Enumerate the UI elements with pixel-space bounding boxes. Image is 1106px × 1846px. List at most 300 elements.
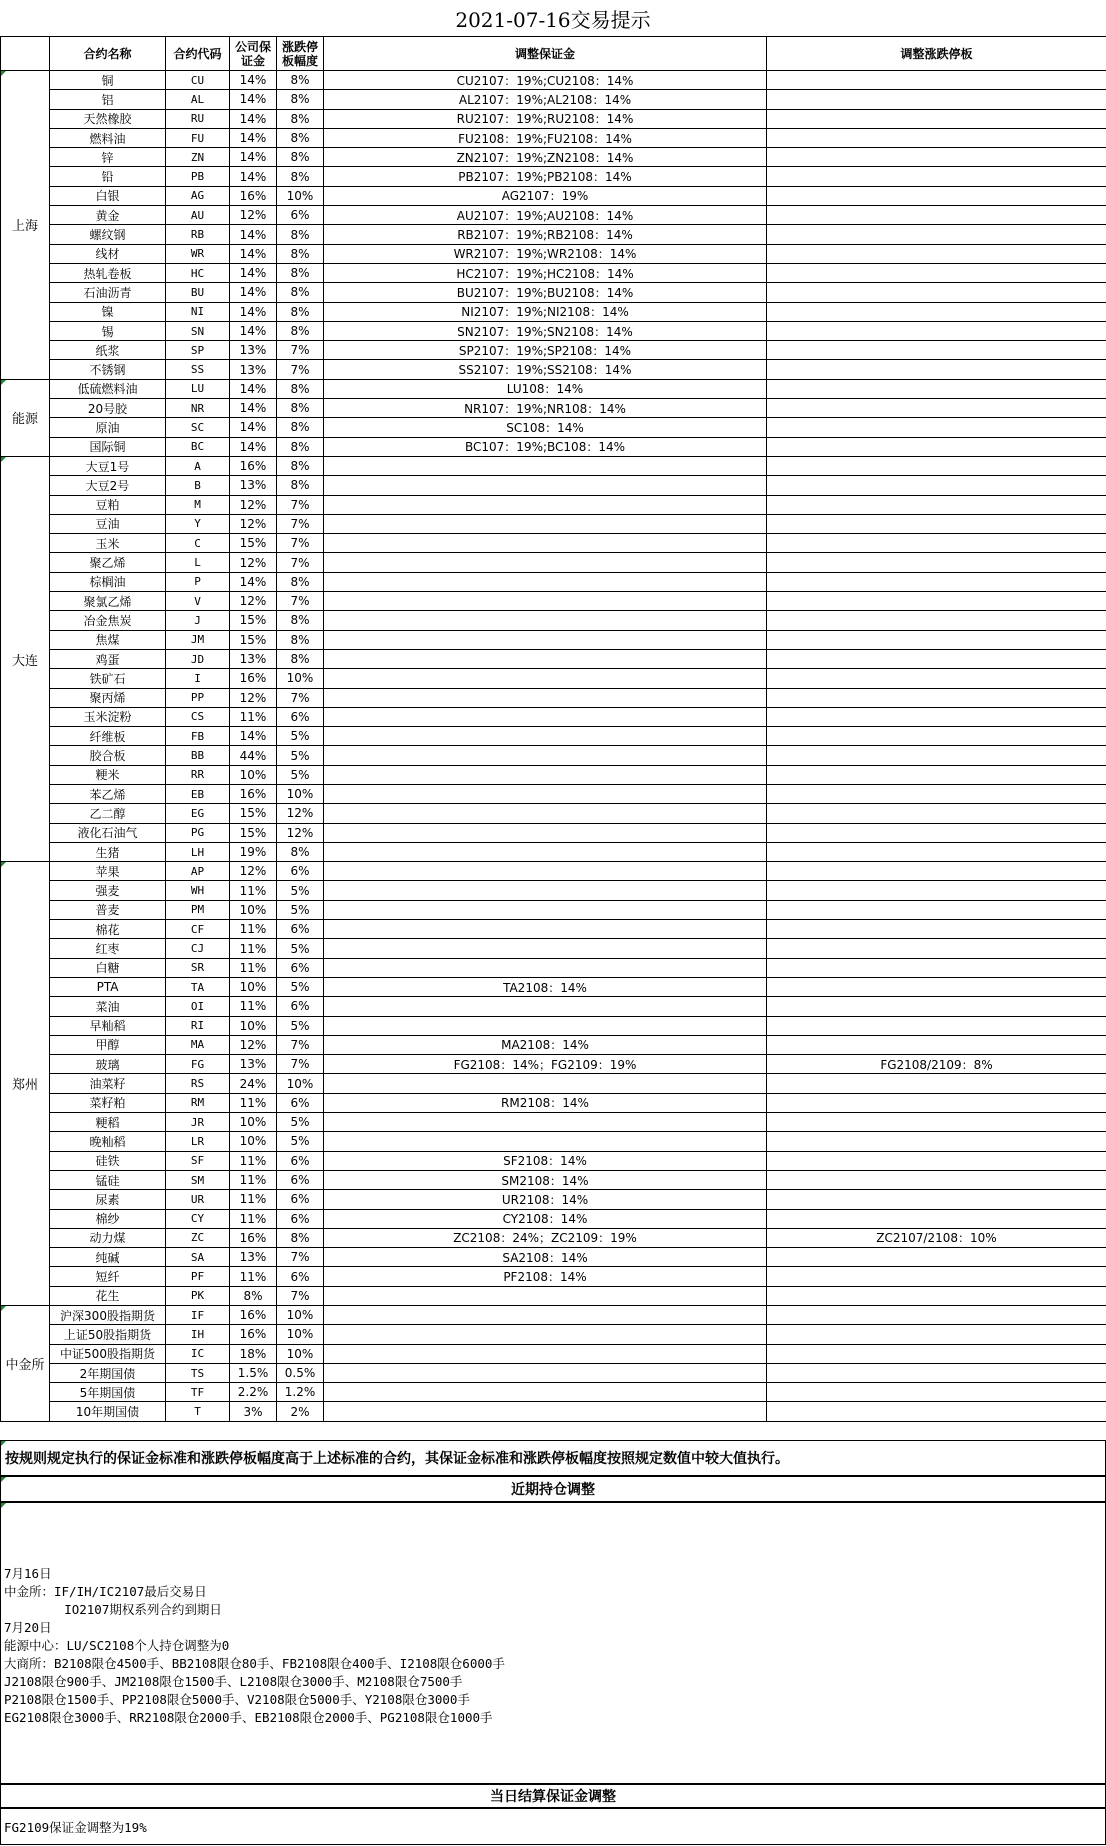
company-margin-cell: 10% bbox=[230, 1113, 277, 1132]
adjusted-limit-cell bbox=[767, 842, 1106, 861]
contract-name-cell: 沪深300股指期货 bbox=[50, 1306, 166, 1325]
table-row bbox=[1, 920, 1106, 939]
contract-code-cell: BB bbox=[166, 746, 230, 765]
company-margin-cell: 16% bbox=[230, 456, 277, 475]
adjusted-limit-cell bbox=[767, 727, 1106, 746]
company-margin-cell: 14% bbox=[230, 727, 277, 746]
recent-line: 7月20日 bbox=[4, 1620, 52, 1635]
company-margin-cell: 13% bbox=[230, 1055, 277, 1074]
company-margin-cell: 10% bbox=[230, 900, 277, 919]
adjusted-limit-cell bbox=[767, 572, 1106, 591]
company-margin-cell: 11% bbox=[230, 707, 277, 726]
adjusted-limit-cell bbox=[767, 476, 1106, 495]
price-limit-cell: 8% bbox=[277, 263, 324, 282]
price-limit-cell: 7% bbox=[277, 514, 324, 533]
adjusted-limit-cell bbox=[767, 399, 1106, 418]
adjusted-limit-cell bbox=[767, 707, 1106, 726]
adjusted-margin-cell bbox=[324, 1325, 767, 1344]
contract-code-cell: PF bbox=[166, 1267, 230, 1286]
region-label: 大连 bbox=[12, 654, 38, 669]
adjusted-limit-cell bbox=[767, 958, 1106, 977]
adjusted-limit-cell bbox=[767, 71, 1106, 90]
price-limit-cell: 8% bbox=[277, 456, 324, 475]
table-row bbox=[1, 765, 1106, 784]
contract-name-cell: 纯碱 bbox=[50, 1248, 166, 1267]
adjusted-limit-cell bbox=[767, 1363, 1106, 1382]
contract-name-cell: PTA bbox=[50, 977, 166, 996]
adjusted-limit-cell bbox=[767, 997, 1106, 1016]
company-margin-cell: 15% bbox=[230, 804, 277, 823]
adjusted-margin-cell: BU2107：19%;BU2108：14% bbox=[324, 283, 767, 302]
company-margin-cell: 11% bbox=[230, 920, 277, 939]
adjusted-margin-cell bbox=[324, 1113, 767, 1132]
company-margin-cell: 16% bbox=[230, 669, 277, 688]
company-margin-cell: 13% bbox=[230, 360, 277, 379]
contract-name-cell: 10年期国债 bbox=[50, 1402, 166, 1421]
adjusted-limit-cell bbox=[767, 514, 1106, 533]
adjusted-limit-cell bbox=[767, 862, 1106, 881]
table-row bbox=[1, 1132, 1106, 1151]
price-limit-cell: 8% bbox=[277, 148, 324, 167]
contract-code-cell: UR bbox=[166, 1190, 230, 1209]
table-row bbox=[1, 707, 1106, 726]
price-limit-cell: 7% bbox=[277, 1035, 324, 1054]
price-limit-cell: 10% bbox=[277, 1344, 324, 1363]
recent-title: 近期持仓调整 bbox=[0, 1476, 1106, 1502]
contract-code-cell: HC bbox=[166, 263, 230, 282]
contract-code-cell: SP bbox=[166, 341, 230, 360]
adjusted-margin-cell bbox=[324, 939, 767, 958]
adjusted-margin-cell bbox=[324, 727, 767, 746]
adjusted-limit-cell: ZC2107/2108：10% bbox=[767, 1228, 1106, 1247]
contract-code-cell: SM bbox=[166, 1170, 230, 1189]
adjusted-limit-cell: FG2108/2109：8% bbox=[767, 1055, 1106, 1074]
page-title: 2021-07-16交易提示 bbox=[0, 0, 1106, 36]
table-row bbox=[1, 862, 1106, 881]
company-margin-cell: 15% bbox=[230, 823, 277, 842]
table-row bbox=[1, 1344, 1106, 1363]
company-margin-cell: 14% bbox=[230, 167, 277, 186]
adjusted-margin-cell: SS2107：19%;SS2108：14% bbox=[324, 360, 767, 379]
table-row bbox=[1, 360, 1106, 379]
contract-name-cell: 冶金焦炭 bbox=[50, 611, 166, 630]
adjusted-margin-cell bbox=[324, 495, 767, 514]
adjusted-margin-cell bbox=[324, 1344, 767, 1363]
table-row bbox=[1, 1055, 1106, 1074]
company-margin-cell: 11% bbox=[230, 881, 277, 900]
company-margin-cell: 16% bbox=[230, 1228, 277, 1247]
price-limit-cell: 10% bbox=[277, 669, 324, 688]
region-label: 能源 bbox=[12, 412, 38, 427]
adjusted-limit-cell bbox=[767, 495, 1106, 514]
contract-name-cell: 白糖 bbox=[50, 958, 166, 977]
contract-name-cell: 锰硅 bbox=[50, 1170, 166, 1189]
adjusted-margin-cell: PB2107：19%;PB2108：14% bbox=[324, 167, 767, 186]
adjusted-limit-cell bbox=[767, 244, 1106, 263]
table-row bbox=[1, 263, 1106, 282]
contract-code-cell: Y bbox=[166, 514, 230, 533]
contract-code-cell: PG bbox=[166, 823, 230, 842]
corner-mark bbox=[1, 457, 6, 462]
table-row bbox=[1, 977, 1106, 996]
contract-name-cell: 锡 bbox=[50, 321, 166, 340]
table-row bbox=[1, 71, 1106, 90]
contract-code-cell: BC bbox=[166, 437, 230, 456]
company-margin-cell: 11% bbox=[230, 939, 277, 958]
price-limit-cell: 6% bbox=[277, 1209, 324, 1228]
price-limit-cell: 8% bbox=[277, 418, 324, 437]
adjusted-limit-cell bbox=[767, 206, 1106, 225]
contract-code-cell: RB bbox=[166, 225, 230, 244]
adjusted-margin-cell: BC107：19%;BC108：14% bbox=[324, 437, 767, 456]
adjusted-limit-cell bbox=[767, 804, 1106, 823]
company-margin-cell: 13% bbox=[230, 476, 277, 495]
adjusted-limit-cell bbox=[767, 553, 1106, 572]
price-limit-cell: 7% bbox=[277, 1055, 324, 1074]
adjusted-margin-cell: AL2107：19%;AL2108：14% bbox=[324, 90, 767, 109]
region-cell bbox=[1, 862, 50, 1306]
contract-code-cell: SS bbox=[166, 360, 230, 379]
company-margin-cell: 12% bbox=[230, 514, 277, 533]
contract-name-cell: 豆油 bbox=[50, 514, 166, 533]
adjusted-margin-cell bbox=[324, 553, 767, 572]
adjusted-margin-cell bbox=[324, 765, 767, 784]
contract-name-cell: 焦煤 bbox=[50, 630, 166, 649]
company-margin-cell: 18% bbox=[230, 1344, 277, 1363]
adjusted-limit-cell bbox=[767, 611, 1106, 630]
table-row bbox=[1, 572, 1106, 591]
price-limit-cell: 0.5% bbox=[277, 1363, 324, 1382]
recent-line: EG2108限仓3000手、RR2108限仓2000手、EB2108限仓2000手、PG2108限仓1000手 bbox=[4, 1710, 493, 1725]
price-limit-cell: 8% bbox=[277, 842, 324, 861]
company-margin-cell: 12% bbox=[230, 553, 277, 572]
adjusted-margin-cell: LU108：14% bbox=[324, 379, 767, 398]
price-limit-cell: 8% bbox=[277, 283, 324, 302]
price-limit-cell: 5% bbox=[277, 1113, 324, 1132]
adjusted-limit-cell bbox=[767, 1190, 1106, 1209]
price-limit-cell: 5% bbox=[277, 746, 324, 765]
price-limit-cell: 8% bbox=[277, 379, 324, 398]
recent-body bbox=[0, 1502, 1106, 1784]
contract-code-cell: TA bbox=[166, 977, 230, 996]
table-body bbox=[1, 71, 1106, 1422]
adjusted-margin-cell: SF2108：14% bbox=[324, 1151, 767, 1170]
contract-name-cell: 豆粕 bbox=[50, 495, 166, 514]
contract-name-cell: 纸浆 bbox=[50, 341, 166, 360]
table-row bbox=[1, 1363, 1106, 1382]
table-row bbox=[1, 437, 1106, 456]
company-margin-cell: 16% bbox=[230, 1325, 277, 1344]
contract-code-cell: JR bbox=[166, 1113, 230, 1132]
contract-name-cell: 短纤 bbox=[50, 1267, 166, 1286]
price-limit-cell: 8% bbox=[277, 572, 324, 591]
contract-name-cell: 普麦 bbox=[50, 900, 166, 919]
adjusted-limit-cell bbox=[767, 302, 1106, 321]
contract-name-cell: 棉纱 bbox=[50, 1209, 166, 1228]
table-row bbox=[1, 244, 1106, 263]
price-limit-cell: 6% bbox=[277, 920, 324, 939]
region-label: 郑州 bbox=[12, 1078, 38, 1093]
company-margin-cell: 11% bbox=[230, 1170, 277, 1189]
adjusted-limit-cell bbox=[767, 379, 1106, 398]
contract-code-cell: RU bbox=[166, 109, 230, 128]
price-limit-cell: 7% bbox=[277, 360, 324, 379]
contract-name-cell: 热轧卷板 bbox=[50, 263, 166, 282]
company-margin-cell: 12% bbox=[230, 495, 277, 514]
contract-name-cell: 早籼稻 bbox=[50, 1016, 166, 1035]
adjusted-margin-cell bbox=[324, 1383, 767, 1402]
price-limit-cell: 7% bbox=[277, 592, 324, 611]
company-margin-cell: 10% bbox=[230, 977, 277, 996]
adjusted-margin-cell: RB2107：19%;RB2108：14% bbox=[324, 225, 767, 244]
table-row bbox=[1, 592, 1106, 611]
table-row bbox=[1, 1402, 1106, 1421]
adjusted-limit-cell bbox=[767, 592, 1106, 611]
contract-code-cell: T bbox=[166, 1402, 230, 1421]
company-margin-cell: 12% bbox=[230, 688, 277, 707]
contract-code-cell: IH bbox=[166, 1325, 230, 1344]
contract-code-cell: JM bbox=[166, 630, 230, 649]
contract-code-cell: LH bbox=[166, 842, 230, 861]
adjusted-limit-cell bbox=[767, 263, 1106, 282]
contract-name-cell: 苯乙烯 bbox=[50, 784, 166, 803]
price-limit-cell: 8% bbox=[277, 611, 324, 630]
contract-name-cell: 玻璃 bbox=[50, 1055, 166, 1074]
adjusted-margin-cell bbox=[324, 534, 767, 553]
adjusted-margin-cell bbox=[324, 958, 767, 977]
company-margin-cell: 14% bbox=[230, 418, 277, 437]
recent-line: 能源中心：LU/SC2108个人持仓调整为0 bbox=[4, 1638, 229, 1653]
contract-code-cell: LU bbox=[166, 379, 230, 398]
adjusted-margin-cell bbox=[324, 900, 767, 919]
corner-mark bbox=[1, 1477, 6, 1482]
price-limit-cell: 2% bbox=[277, 1402, 324, 1421]
contract-name-cell: 5年期国债 bbox=[50, 1383, 166, 1402]
company-margin-cell: 11% bbox=[230, 1093, 277, 1112]
adjusted-margin-cell: NI2107：19%;NI2108：14% bbox=[324, 302, 767, 321]
adjusted-margin-cell: AU2107：19%;AU2108：14% bbox=[324, 206, 767, 225]
price-limit-cell: 5% bbox=[277, 900, 324, 919]
table-row bbox=[1, 186, 1106, 205]
contract-name-cell: 聚乙烯 bbox=[50, 553, 166, 572]
table-row bbox=[1, 784, 1106, 803]
price-limit-cell: 8% bbox=[277, 476, 324, 495]
table-row bbox=[1, 1248, 1106, 1267]
company-margin-cell: 10% bbox=[230, 1016, 277, 1035]
contract-name-cell: 国际铜 bbox=[50, 437, 166, 456]
recent-line: IO2107期权系列合约到期日 bbox=[4, 1602, 222, 1617]
price-limit-cell: 6% bbox=[277, 1170, 324, 1189]
price-limit-cell: 8% bbox=[277, 321, 324, 340]
table-row bbox=[1, 688, 1106, 707]
adjusted-margin-cell: SM2108：14% bbox=[324, 1170, 767, 1189]
contract-code-cell: CS bbox=[166, 707, 230, 726]
table-row bbox=[1, 1093, 1106, 1112]
adjusted-limit-cell bbox=[767, 341, 1106, 360]
table-row bbox=[1, 495, 1106, 514]
contract-code-cell: L bbox=[166, 553, 230, 572]
price-limit-cell: 10% bbox=[277, 1074, 324, 1093]
adjusted-margin-cell: WR2107：19%;WR2108：14% bbox=[324, 244, 767, 263]
table-row bbox=[1, 804, 1106, 823]
region-cell bbox=[1, 1306, 50, 1422]
contract-code-cell: AL bbox=[166, 90, 230, 109]
table-row bbox=[1, 321, 1106, 340]
adjusted-margin-cell: FG2108：14%；FG2109：19% bbox=[324, 1055, 767, 1074]
company-margin-cell: 14% bbox=[230, 572, 277, 591]
contract-name-cell: 胶合板 bbox=[50, 746, 166, 765]
contract-code-cell: CU bbox=[166, 71, 230, 90]
contract-code-cell: RM bbox=[166, 1093, 230, 1112]
table-row bbox=[1, 418, 1106, 437]
contract-name-cell: 乙二醇 bbox=[50, 804, 166, 823]
price-limit-cell: 6% bbox=[277, 862, 324, 881]
adjusted-limit-cell bbox=[767, 920, 1106, 939]
adjusted-margin-cell: PF2108：14% bbox=[324, 1267, 767, 1286]
price-limit-cell: 7% bbox=[277, 341, 324, 360]
adjusted-margin-cell: ZC2108：24%；ZC2109：19% bbox=[324, 1228, 767, 1247]
adjusted-margin-cell bbox=[324, 920, 767, 939]
contract-code-cell: BU bbox=[166, 283, 230, 302]
company-margin-cell: 11% bbox=[230, 1190, 277, 1209]
contract-name-cell: 甲醇 bbox=[50, 1035, 166, 1054]
header-adj-limit: 调整涨跌停板 bbox=[767, 37, 1106, 71]
adjusted-limit-cell bbox=[767, 360, 1106, 379]
contract-code-cell: TS bbox=[166, 1363, 230, 1382]
contract-name-cell: 上证50股指期货 bbox=[50, 1325, 166, 1344]
contract-code-cell: FG bbox=[166, 1055, 230, 1074]
contract-name-cell: 玉米淀粉 bbox=[50, 707, 166, 726]
contract-name-cell: 尿素 bbox=[50, 1190, 166, 1209]
table-row bbox=[1, 630, 1106, 649]
adjusted-limit-cell bbox=[767, 225, 1106, 244]
company-margin-cell: 10% bbox=[230, 765, 277, 784]
price-limit-cell: 10% bbox=[277, 784, 324, 803]
price-limit-cell: 5% bbox=[277, 765, 324, 784]
adjusted-margin-cell bbox=[324, 784, 767, 803]
contract-code-cell: MA bbox=[166, 1035, 230, 1054]
settlement-title: 当日结算保证金调整 bbox=[0, 1784, 1106, 1808]
price-limit-cell: 8% bbox=[277, 1228, 324, 1247]
contract-name-cell: 铜 bbox=[50, 71, 166, 90]
price-limit-cell: 8% bbox=[277, 399, 324, 418]
adjusted-margin-cell: UR2108：14% bbox=[324, 1190, 767, 1209]
contract-name-cell: 聚丙烯 bbox=[50, 688, 166, 707]
contract-code-cell: ZN bbox=[166, 148, 230, 167]
contract-code-cell: C bbox=[166, 534, 230, 553]
company-margin-cell: 8% bbox=[230, 1286, 277, 1305]
contract-code-cell: WH bbox=[166, 881, 230, 900]
adjusted-margin-cell: SC108：14% bbox=[324, 418, 767, 437]
price-limit-cell: 6% bbox=[277, 1093, 324, 1112]
price-limit-cell: 8% bbox=[277, 71, 324, 90]
header-limit: 涨跌停 板幅度 bbox=[277, 37, 324, 71]
adjusted-limit-cell bbox=[767, 109, 1106, 128]
table-row bbox=[1, 746, 1106, 765]
contract-name-cell: 晚籼稻 bbox=[50, 1132, 166, 1151]
adjusted-margin-cell: RM2108：14% bbox=[324, 1093, 767, 1112]
adjusted-margin-cell bbox=[324, 823, 767, 842]
adjusted-limit-cell bbox=[767, 765, 1106, 784]
price-limit-cell: 6% bbox=[277, 1267, 324, 1286]
contract-name-cell: 苹果 bbox=[50, 862, 166, 881]
contract-code-cell: A bbox=[166, 456, 230, 475]
price-limit-cell: 8% bbox=[277, 167, 324, 186]
table-row bbox=[1, 727, 1106, 746]
price-limit-cell: 5% bbox=[277, 1016, 324, 1035]
company-margin-cell: 14% bbox=[230, 244, 277, 263]
contract-code-cell: PM bbox=[166, 900, 230, 919]
table-row bbox=[1, 958, 1106, 977]
price-limit-cell: 6% bbox=[277, 707, 324, 726]
contract-name-cell: 棉花 bbox=[50, 920, 166, 939]
adjusted-margin-cell bbox=[324, 649, 767, 668]
adjusted-margin-cell: SA2108：14% bbox=[324, 1248, 767, 1267]
corner-mark bbox=[1, 1306, 6, 1311]
company-margin-cell: 12% bbox=[230, 1035, 277, 1054]
company-margin-cell: 11% bbox=[230, 1209, 277, 1228]
company-margin-cell: 13% bbox=[230, 649, 277, 668]
table-row bbox=[1, 900, 1106, 919]
company-margin-cell: 16% bbox=[230, 784, 277, 803]
company-margin-cell: 14% bbox=[230, 128, 277, 147]
contract-code-cell: TF bbox=[166, 1383, 230, 1402]
contract-name-cell: 强麦 bbox=[50, 881, 166, 900]
table-row bbox=[1, 1325, 1106, 1344]
price-limit-cell: 7% bbox=[277, 1286, 324, 1305]
adjusted-limit-cell bbox=[767, 128, 1106, 147]
trading-table bbox=[0, 36, 1106, 1422]
contract-code-cell: P bbox=[166, 572, 230, 591]
contract-name-cell: 白银 bbox=[50, 186, 166, 205]
price-limit-cell: 10% bbox=[277, 1306, 324, 1325]
price-limit-cell: 6% bbox=[277, 206, 324, 225]
table-row bbox=[1, 399, 1106, 418]
company-margin-cell: 14% bbox=[230, 399, 277, 418]
table-row bbox=[1, 1151, 1106, 1170]
adjusted-limit-cell bbox=[767, 167, 1106, 186]
adjusted-margin-cell bbox=[324, 842, 767, 861]
contract-code-cell: ZC bbox=[166, 1228, 230, 1247]
header-name: 合约名称 bbox=[50, 37, 166, 71]
adjusted-margin-cell bbox=[324, 1074, 767, 1093]
table-row bbox=[1, 553, 1106, 572]
price-limit-cell: 8% bbox=[277, 244, 324, 263]
contract-code-cell: RR bbox=[166, 765, 230, 784]
company-margin-cell: 19% bbox=[230, 842, 277, 861]
contract-name-cell: 铝 bbox=[50, 90, 166, 109]
company-margin-cell: 14% bbox=[230, 225, 277, 244]
table-row bbox=[1, 823, 1106, 842]
adjusted-margin-cell bbox=[324, 1286, 767, 1305]
contract-code-cell: PK bbox=[166, 1286, 230, 1305]
corner-mark bbox=[1, 1503, 6, 1508]
table-row bbox=[1, 379, 1106, 398]
contract-name-cell: 棕榈油 bbox=[50, 572, 166, 591]
region-cell bbox=[1, 456, 50, 861]
adjusted-limit-cell bbox=[767, 437, 1106, 456]
header-adj-margin: 调整保证金 bbox=[324, 37, 767, 71]
recent-line: 中金所：IF/IH/IC2107最后交易日 bbox=[4, 1584, 207, 1599]
contract-name-cell: 大豆2号 bbox=[50, 476, 166, 495]
price-limit-cell: 7% bbox=[277, 534, 324, 553]
adjusted-margin-cell bbox=[324, 707, 767, 726]
adjusted-limit-cell bbox=[767, 1402, 1106, 1421]
adjusted-limit-cell bbox=[767, 1151, 1106, 1170]
adjusted-margin-cell bbox=[324, 746, 767, 765]
table-row bbox=[1, 534, 1106, 553]
contract-name-cell: 硅铁 bbox=[50, 1151, 166, 1170]
